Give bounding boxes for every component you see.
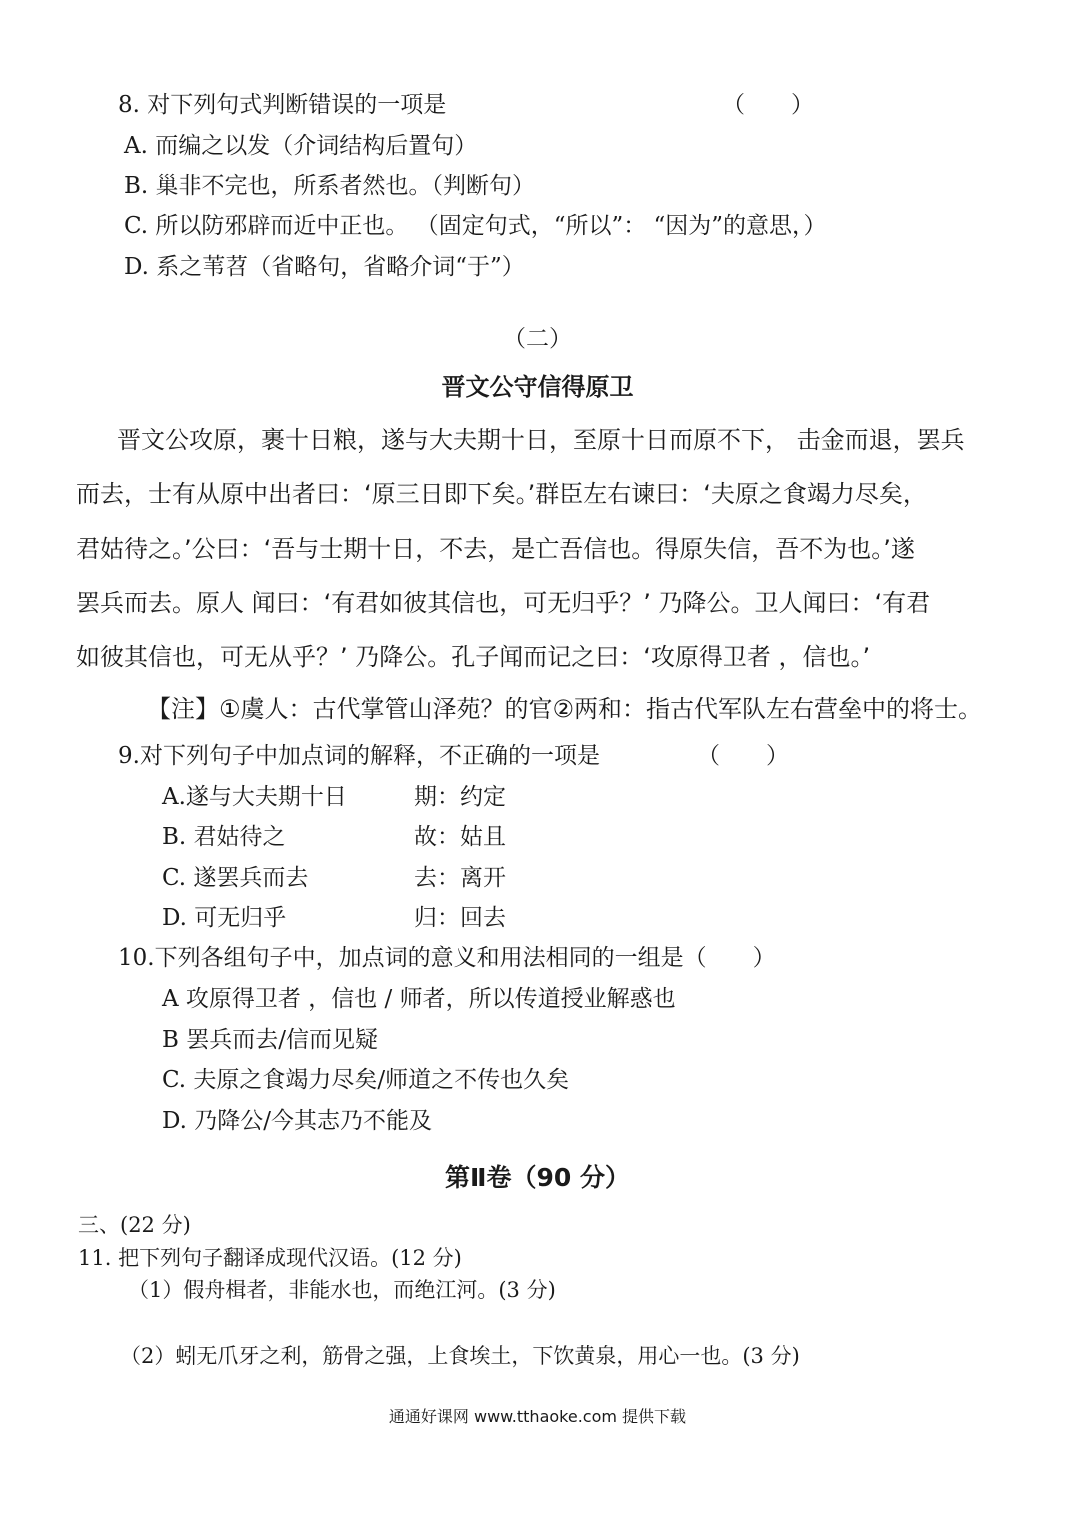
part2-title: 第Ⅱ卷（90 分） <box>445 1163 630 1192</box>
q8-stem: 8. 对下列句式判断错误的一项是 <box>118 92 447 118</box>
passage-line-3: 君姑待之。’公曰：‘吾与士期十日，不去，是亡吾信也。得原失信，吾不为也。’遂 <box>76 535 915 563</box>
q11-item-2: （2）蚓无爪牙之利，筋骨之强，上食埃土，下饮黄泉，用心一也。(3 分) <box>120 1344 800 1368</box>
q9-option-b-gloss: 故：姑且 <box>414 824 506 850</box>
q10-stem: 10.下列各组句子中，加点词的意义和用法相同的一组是（ ） <box>118 945 776 971</box>
q9-option-d-gloss: 归：回去 <box>414 905 506 931</box>
section3-heading: 三、(22 分) <box>78 1213 191 1237</box>
q8-option-b: B. 巢非不完也，所系者然也。（判断句） <box>124 173 536 199</box>
q11-stem: 11. 把下列句子翻译成现代汉语。(12 分) <box>78 1246 462 1270</box>
q9-option-a-sentence: A.遂与大夫期十日 <box>162 784 347 810</box>
passage-line-4: 罢兵而去。原人 闻曰：‘有君如彼其信也，可无归乎？’ 乃降公。卫人闻曰：‘有君 <box>76 589 931 617</box>
passage-note: 【注】①虞人：古代掌管山泽苑？的官②两和：指古代军队左右营垒中的将士。 <box>147 695 983 723</box>
q9-option-b-sentence: B. 君姑待之 <box>162 824 286 850</box>
q9-answer-bracket: （ ） <box>697 743 789 769</box>
q10-option-a: A 攻原得卫者 ，信也 / 师者，所以传道授业解惑也 <box>162 986 676 1012</box>
passage-line-1: 晋文公攻原，裹十日粮，遂与大夫期十日，至原十日而原不下， 击金而退，罢兵 <box>117 426 965 454</box>
q10-option-b: B 罢兵而去/信而见疑 <box>162 1027 378 1053</box>
q9-option-a-gloss: 期：约定 <box>414 784 506 810</box>
passage-line-2: 而去，士有从原中出者曰：‘原三日即下矣。’群臣左右谏曰：‘夫原之食竭力尽矣， <box>76 480 927 508</box>
q8-option-a: A. 而编之以发（介词结构后置句） <box>124 133 478 159</box>
passage-title: 晋文公守信得原卫 <box>441 373 634 401</box>
q9-option-d-sentence: D. 可无归乎 <box>162 905 287 931</box>
q9-stem: 9.对下列句子中加点词的解释，不正确的一项是 <box>118 743 600 769</box>
q11-item-1: （1）假舟楫者，非能水也，而绝江河。(3 分) <box>128 1278 556 1302</box>
footer-source: 通通好课网 www.tthaoke.com 提供下载 <box>388 1407 687 1426</box>
q8-option-c: C. 所以防邪辟而近中正也。 （固定句式，“所以”： “因为”的意思，） <box>124 213 827 239</box>
q8-answer-bracket: （ ） <box>722 92 814 118</box>
q8-option-d: D. 系之苇苕（省略句，省略介词“于”） <box>124 254 525 280</box>
q9-option-c-gloss: 去：离开 <box>414 865 506 891</box>
q10-option-d: D. 乃降公/今其志乃不能及 <box>162 1108 432 1134</box>
passage-line-5: 如彼其信也，可无从乎？’ 乃降公。孔子闻而记之曰：‘攻原得卫者 ，信也。’ <box>76 643 871 671</box>
q9-option-c-sentence: C. 遂罢兵而去 <box>162 865 309 891</box>
q10-option-c: C. 夫原之食竭力尽矣/师道之不传也久矣 <box>162 1067 570 1093</box>
section-number: （二） <box>503 326 572 352</box>
